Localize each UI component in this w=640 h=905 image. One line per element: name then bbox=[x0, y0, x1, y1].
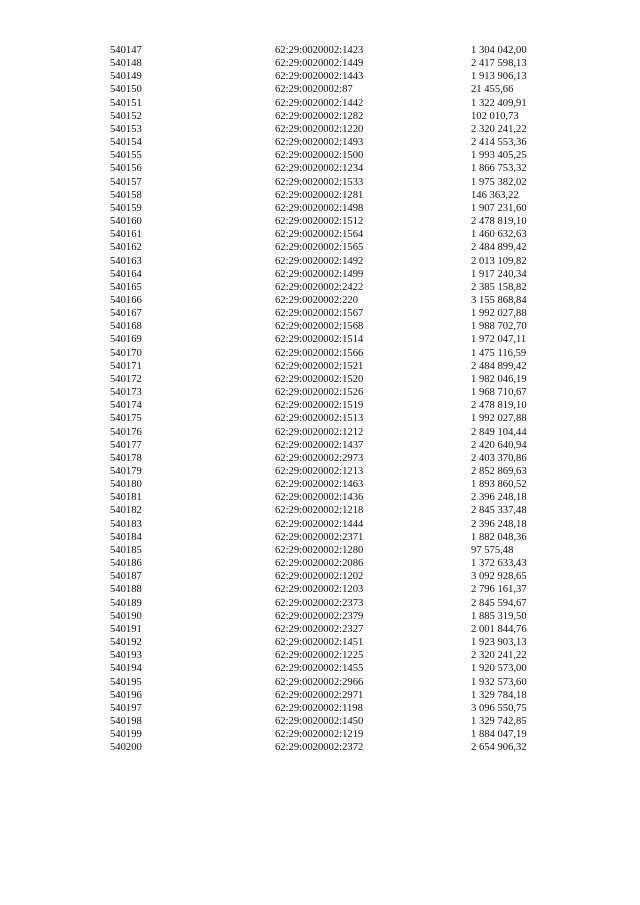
cadastral-number: 62:29:0020002:1203 bbox=[275, 584, 364, 596]
table-row bbox=[110, 136, 550, 149]
row-number: 540180 bbox=[110, 479, 142, 491]
row-number: 540148 bbox=[110, 58, 142, 70]
cadastral-number: 62:29:0020002:1449 bbox=[275, 58, 364, 70]
cadastral-number: 62:29:0020002:1512 bbox=[275, 216, 364, 228]
cadastral-number: 62:29:0020002:1213 bbox=[275, 466, 364, 477]
row-number: 540155 bbox=[110, 150, 142, 162]
cadastral-value: 1 866 753,32 bbox=[471, 163, 527, 175]
table-row bbox=[110, 360, 550, 373]
cadastral-value: 1 329 742,85 bbox=[471, 715, 527, 727]
cadastral-value: 3 155 868,84 bbox=[471, 294, 527, 306]
cadastral-value: 102 010,73 bbox=[471, 110, 519, 122]
table-row bbox=[110, 149, 550, 162]
row-number: 540174 bbox=[110, 400, 142, 412]
row-number: 540165 bbox=[110, 281, 142, 293]
table-row bbox=[110, 702, 550, 715]
table-row bbox=[110, 426, 550, 439]
row-number: 540164 bbox=[110, 268, 142, 280]
cadastral-number: 62:29:0020002:2086 bbox=[275, 558, 364, 570]
cadastral-value: 2 796 161,37 bbox=[471, 584, 527, 596]
cadastral-number: 62:29:0020002:2379 bbox=[275, 610, 364, 622]
cadastral-value: 1 932 573,60 bbox=[471, 676, 527, 688]
cadastral-value: 1 992 027,88 bbox=[471, 308, 527, 320]
cadastral-number: 62:29:0020002:1565 bbox=[275, 242, 364, 254]
table-row bbox=[110, 544, 550, 557]
row-number: 540168 bbox=[110, 321, 142, 333]
cadastral-value: 1 968 710,67 bbox=[471, 387, 527, 399]
row-number: 540188 bbox=[110, 584, 142, 596]
table-row bbox=[110, 491, 550, 504]
cadastral-value: 1 322 409,91 bbox=[471, 97, 527, 109]
cadastral-value: 3 096 550,75 bbox=[471, 702, 527, 714]
cadastral-value: 2 396 248,18 bbox=[471, 492, 527, 504]
table-row bbox=[110, 70, 550, 83]
table-row bbox=[110, 465, 550, 478]
cadastral-value-table bbox=[110, 44, 550, 754]
cadastral-value: 1 329 784,18 bbox=[471, 689, 527, 701]
cadastral-number: 62:29:0020002:1442 bbox=[275, 97, 364, 109]
row-number: 540183 bbox=[110, 518, 142, 530]
cadastral-value: 2 484 899,42 bbox=[471, 242, 527, 254]
cadastral-number: 62:29:0020002:1533 bbox=[275, 176, 364, 188]
cadastral-number: 62:29:0020002:1520 bbox=[275, 373, 364, 385]
row-number: 540169 bbox=[110, 334, 142, 346]
cadastral-value: 1 882 048,36 bbox=[471, 531, 527, 543]
row-number: 540154 bbox=[110, 137, 142, 149]
table-row bbox=[110, 83, 550, 96]
cadastral-number: 62:29:0020002:2372 bbox=[275, 742, 364, 754]
cadastral-number: 62:29:0020002:1455 bbox=[275, 663, 364, 675]
cadastral-value: 146 363,22 bbox=[471, 189, 519, 201]
cadastral-number: 62:29:0020002:1499 bbox=[275, 268, 364, 280]
cadastral-number: 62:29:0020002:1500 bbox=[275, 150, 364, 162]
cadastral-value: 1 884 047,19 bbox=[471, 729, 527, 741]
cadastral-number: 62:29:0020002:1521 bbox=[275, 360, 364, 372]
table-row bbox=[110, 649, 550, 662]
cadastral-value: 2 654 906,32 bbox=[471, 742, 527, 754]
cadastral-value: 3 092 928,65 bbox=[471, 571, 527, 583]
row-number: 540192 bbox=[110, 637, 142, 649]
cadastral-number: 62:29:0020002:1451 bbox=[275, 637, 364, 649]
table-row bbox=[110, 228, 550, 241]
cadastral-number: 62:29:0020002:2373 bbox=[275, 597, 364, 609]
cadastral-number: 62:29:0020002:1225 bbox=[275, 650, 364, 662]
cadastral-number: 62:29:0020002:1513 bbox=[275, 413, 364, 425]
cadastral-number: 62:29:0020002:2422 bbox=[275, 281, 364, 293]
cadastral-number: 62:29:0020002:1493 bbox=[275, 137, 364, 149]
cadastral-value: 2 417 598,13 bbox=[471, 58, 527, 70]
cadastral-number: 62:29:0020002:1443 bbox=[275, 71, 364, 83]
table-row bbox=[110, 610, 550, 623]
cadastral-value: 1 972 047,11 bbox=[471, 334, 527, 346]
cadastral-value: 2 396 248,18 bbox=[471, 518, 527, 530]
row-number: 540186 bbox=[110, 558, 142, 570]
row-number: 540150 bbox=[110, 84, 142, 96]
table-row bbox=[110, 504, 550, 517]
row-number: 540198 bbox=[110, 715, 142, 727]
table-row bbox=[110, 44, 550, 57]
row-number: 540178 bbox=[110, 452, 142, 464]
cadastral-value: 1 893 860,52 bbox=[471, 479, 527, 491]
table-row bbox=[110, 97, 550, 110]
cadastral-number: 62:29:0020002:1234 bbox=[275, 163, 364, 175]
row-number: 540177 bbox=[110, 439, 142, 451]
table-row bbox=[110, 110, 550, 123]
table-row bbox=[110, 162, 550, 175]
table-row bbox=[110, 597, 550, 610]
cadastral-value: 21 455,66 bbox=[471, 84, 514, 96]
row-number: 540156 bbox=[110, 163, 142, 175]
table-row bbox=[110, 123, 550, 136]
row-number: 540151 bbox=[110, 97, 142, 109]
cadastral-number: 62:29:0020002:1566 bbox=[275, 347, 364, 359]
cadastral-number: 62:29:0020002:1526 bbox=[275, 387, 364, 399]
cadastral-number: 62:29:0020002:2966 bbox=[275, 676, 364, 688]
cadastral-number: 62:29:0020002:1280 bbox=[275, 544, 364, 556]
table-row bbox=[110, 215, 550, 228]
row-number: 540176 bbox=[110, 426, 142, 438]
cadastral-value: 1 304 042,00 bbox=[471, 45, 527, 56]
table-row bbox=[110, 241, 550, 254]
cadastral-number: 62:29:0020002:1519 bbox=[275, 400, 364, 412]
cadastral-value: 1 917 240,34 bbox=[471, 268, 527, 280]
row-number: 540196 bbox=[110, 689, 142, 701]
cadastral-value: 2 845 337,48 bbox=[471, 505, 527, 517]
table-row bbox=[110, 478, 550, 491]
cadastral-number: 62:29:0020002:1564 bbox=[275, 229, 364, 241]
cadastral-value: 1 993 405,25 bbox=[471, 150, 527, 162]
cadastral-number: 62:29:0020002:1282 bbox=[275, 110, 364, 122]
cadastral-number: 62:29:0020002:1219 bbox=[275, 729, 364, 741]
table-row bbox=[110, 583, 550, 596]
cadastral-number: 62:29:0020002:1423 bbox=[275, 45, 364, 56]
table-row bbox=[110, 189, 550, 202]
cadastral-value: 1 988 702,70 bbox=[471, 321, 527, 333]
table-row bbox=[110, 347, 550, 360]
row-number: 540147 bbox=[110, 45, 142, 56]
table-row bbox=[110, 452, 550, 465]
row-number: 540159 bbox=[110, 202, 142, 214]
cadastral-value: 1 885 319,50 bbox=[471, 610, 527, 622]
cadastral-number: 62:29:0020002:1498 bbox=[275, 202, 364, 214]
row-number: 540179 bbox=[110, 466, 142, 477]
row-number: 540184 bbox=[110, 531, 142, 543]
table-row bbox=[110, 307, 550, 320]
cadastral-value: 1 475 116,59 bbox=[471, 347, 527, 359]
cadastral-number: 62:29:0020002:2973 bbox=[275, 452, 364, 464]
cadastral-number: 62:29:0020002:220 bbox=[275, 294, 358, 306]
cadastral-value: 1 982 046,19 bbox=[471, 373, 527, 385]
row-number: 540171 bbox=[110, 360, 142, 372]
cadastral-number: 62:29:0020002:2971 bbox=[275, 689, 364, 701]
cadastral-value: 2 484 899,42 bbox=[471, 360, 527, 372]
table-row bbox=[110, 623, 550, 636]
table-row bbox=[110, 294, 550, 307]
table-row bbox=[110, 399, 550, 412]
table-row bbox=[110, 728, 550, 741]
table-row bbox=[110, 741, 550, 754]
row-number: 540161 bbox=[110, 229, 142, 241]
cadastral-number: 62:29:0020002:1463 bbox=[275, 479, 364, 491]
cadastral-number: 62:29:0020002:1220 bbox=[275, 123, 364, 135]
row-number: 540170 bbox=[110, 347, 142, 359]
row-number: 540194 bbox=[110, 663, 142, 675]
table-row bbox=[110, 557, 550, 570]
cadastral-value: 1 907 231,60 bbox=[471, 202, 527, 214]
cadastral-value: 2 403 370,86 bbox=[471, 452, 527, 464]
table-row bbox=[110, 636, 550, 649]
cadastral-number: 62:29:0020002:2327 bbox=[275, 623, 364, 635]
row-number: 540199 bbox=[110, 729, 142, 741]
table-row bbox=[110, 57, 550, 70]
table-row bbox=[110, 268, 550, 281]
cadastral-value: 2 845 594,67 bbox=[471, 597, 527, 609]
row-number: 540187 bbox=[110, 571, 142, 583]
cadastral-value: 2 001 844,76 bbox=[471, 623, 527, 635]
row-number: 540182 bbox=[110, 505, 142, 517]
row-number: 540160 bbox=[110, 216, 142, 228]
row-number: 540175 bbox=[110, 413, 142, 425]
row-number: 540197 bbox=[110, 702, 142, 714]
cadastral-number: 62:29:0020002:2371 bbox=[275, 531, 364, 543]
table-row bbox=[110, 662, 550, 675]
cadastral-number: 62:29:0020002:1198 bbox=[275, 702, 363, 714]
cadastral-number: 62:29:0020002:87 bbox=[275, 84, 353, 96]
cadastral-value: 1 460 632,63 bbox=[471, 229, 527, 241]
table-row bbox=[110, 412, 550, 425]
row-number: 540162 bbox=[110, 242, 142, 254]
cadastral-number: 62:29:0020002:1202 bbox=[275, 571, 364, 583]
cadastral-value: 1 992 027,88 bbox=[471, 413, 527, 425]
cadastral-value: 2 013 109,82 bbox=[471, 255, 527, 267]
cadastral-value: 2 320 241,22 bbox=[471, 650, 527, 662]
cadastral-value: 1 923 903,13 bbox=[471, 637, 527, 649]
row-number: 540157 bbox=[110, 176, 142, 188]
cadastral-value: 2 478 819,10 bbox=[471, 400, 527, 412]
cadastral-number: 62:29:0020002:1218 bbox=[275, 505, 364, 517]
cadastral-number: 62:29:0020002:1567 bbox=[275, 308, 364, 320]
table-row bbox=[110, 689, 550, 702]
row-number: 540166 bbox=[110, 294, 142, 306]
row-number: 540153 bbox=[110, 123, 142, 135]
table-row bbox=[110, 570, 550, 583]
cadastral-number: 62:29:0020002:1568 bbox=[275, 321, 364, 333]
cadastral-value: 1 913 906,13 bbox=[471, 71, 527, 83]
table-row bbox=[110, 373, 550, 386]
row-number: 540200 bbox=[110, 742, 142, 754]
cadastral-number: 62:29:0020002:1450 bbox=[275, 715, 364, 727]
row-number: 540181 bbox=[110, 492, 142, 504]
cadastral-value: 97 575,48 bbox=[471, 544, 514, 556]
row-number: 540189 bbox=[110, 597, 142, 609]
row-number: 540173 bbox=[110, 387, 142, 399]
table-row bbox=[110, 439, 550, 452]
cadastral-number: 62:29:0020002:1437 bbox=[275, 439, 364, 451]
cadastral-number: 62:29:0020002:1436 bbox=[275, 492, 364, 504]
table-row bbox=[110, 715, 550, 728]
row-number: 540191 bbox=[110, 623, 142, 635]
table-row bbox=[110, 531, 550, 544]
cadastral-value: 1 920 573,00 bbox=[471, 663, 527, 675]
row-number: 540190 bbox=[110, 610, 142, 622]
row-number: 540149 bbox=[110, 71, 142, 83]
table-row bbox=[110, 281, 550, 294]
cadastral-number: 62:29:0020002:1444 bbox=[275, 518, 364, 530]
cadastral-value: 2 849 104,44 bbox=[471, 426, 527, 438]
row-number: 540172 bbox=[110, 373, 142, 385]
row-number: 540158 bbox=[110, 189, 142, 201]
row-number: 540152 bbox=[110, 110, 142, 122]
row-number: 540163 bbox=[110, 255, 142, 267]
table-row bbox=[110, 255, 550, 268]
table-row bbox=[110, 518, 550, 531]
row-number: 540185 bbox=[110, 544, 142, 556]
cadastral-value: 1 372 633,43 bbox=[471, 558, 527, 570]
cadastral-value: 2 385 158,82 bbox=[471, 281, 527, 293]
cadastral-value: 1 975 382,02 bbox=[471, 176, 527, 188]
row-number: 540195 bbox=[110, 676, 142, 688]
table-row bbox=[110, 676, 550, 689]
table-row bbox=[110, 386, 550, 399]
cadastral-number: 62:29:0020002:1514 bbox=[275, 334, 364, 346]
cadastral-number: 62:29:0020002:1281 bbox=[275, 189, 364, 201]
cadastral-value: 2 320 241,22 bbox=[471, 123, 527, 135]
table-row bbox=[110, 202, 550, 215]
cadastral-value: 2 478 819,10 bbox=[471, 216, 527, 228]
cadastral-value: 2 852 869,63 bbox=[471, 466, 527, 477]
table-row bbox=[110, 320, 550, 333]
cadastral-value: 2 414 553,36 bbox=[471, 137, 527, 149]
cadastral-number: 62:29:0020002:1212 bbox=[275, 426, 364, 438]
row-number: 540167 bbox=[110, 308, 142, 320]
row-number: 540193 bbox=[110, 650, 142, 662]
cadastral-value: 2 420 640,94 bbox=[471, 439, 527, 451]
table-row bbox=[110, 333, 550, 346]
table-row bbox=[110, 176, 550, 189]
cadastral-number: 62:29:0020002:1492 bbox=[275, 255, 364, 267]
